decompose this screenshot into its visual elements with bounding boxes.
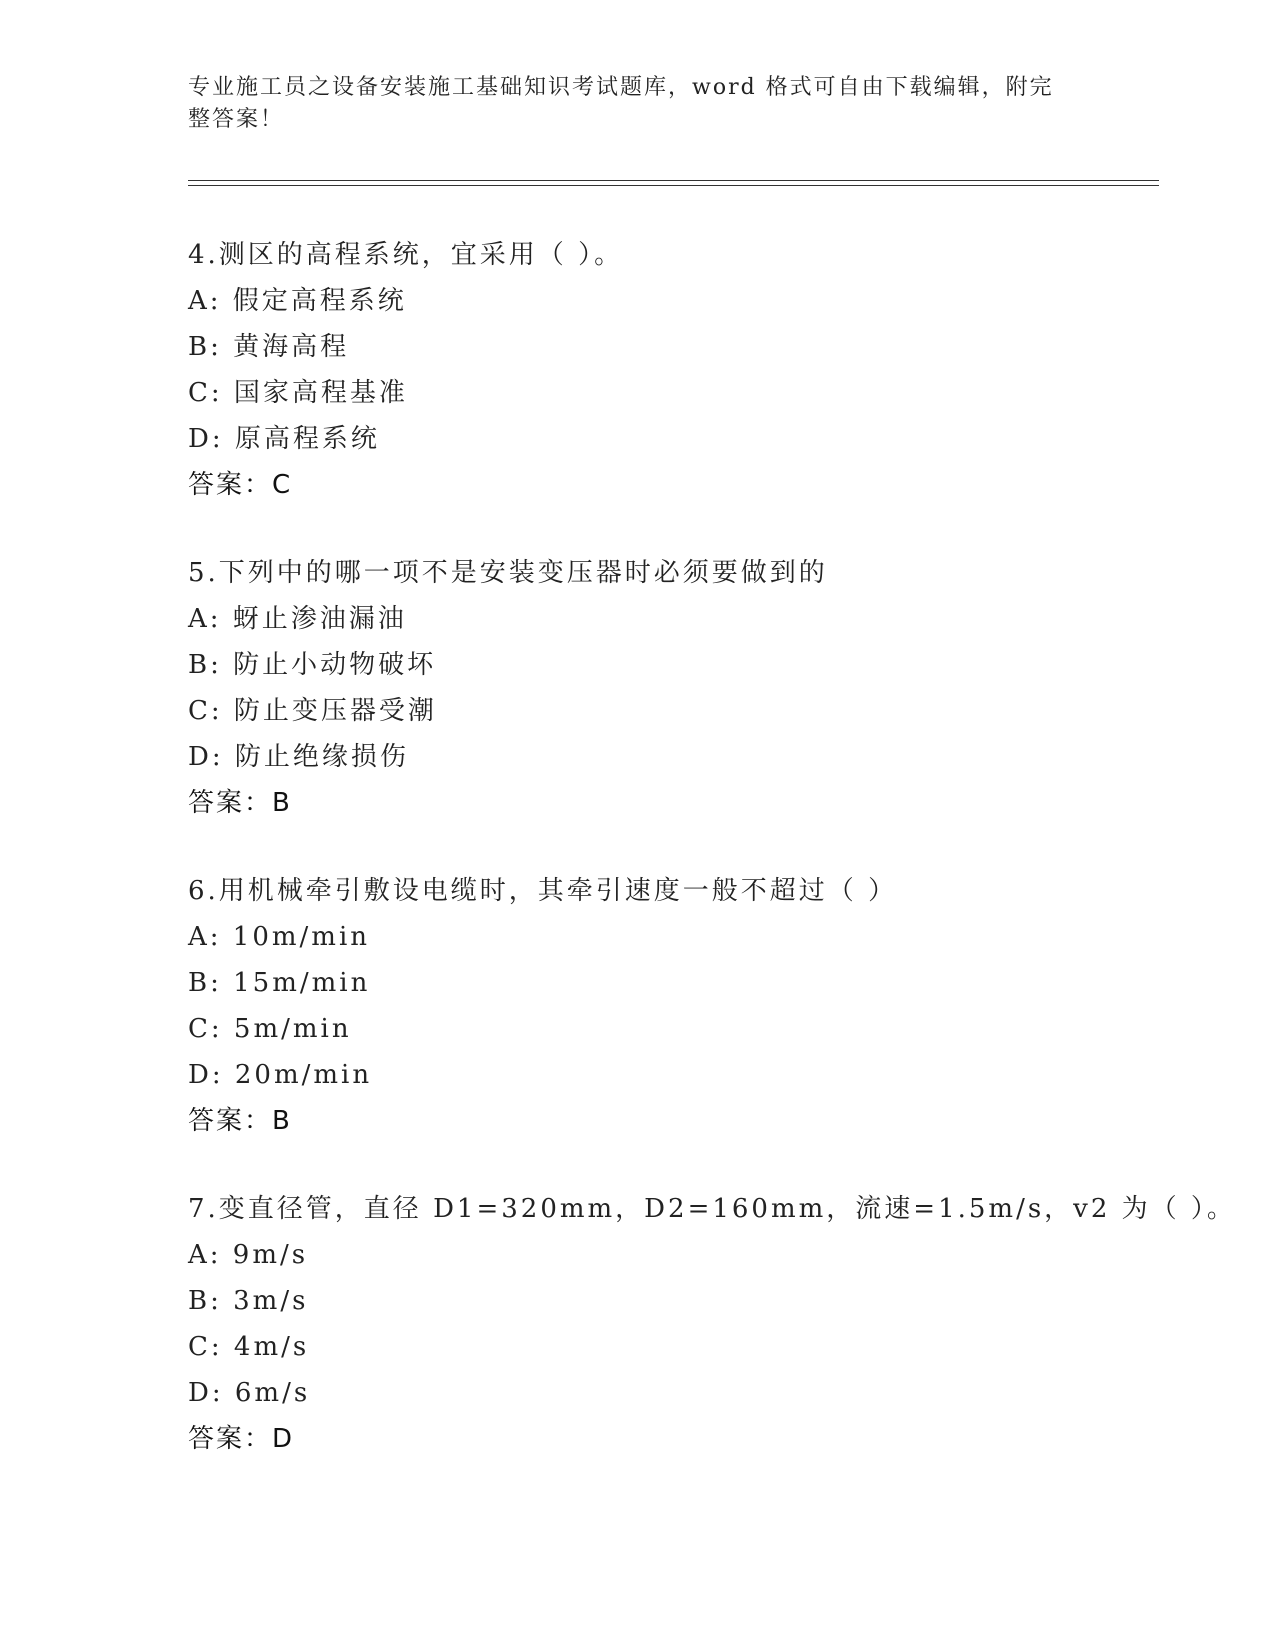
option-d: D: 原高程系统 — [188, 424, 380, 454]
option-b: B: 3m/s — [188, 1286, 309, 1316]
question-stem: 5.下列中的哪一项不是安装变压器时必须要做到的 — [188, 558, 828, 588]
header-divider-top — [188, 180, 1159, 181]
option-a: A: 蚜止渗油漏油 — [188, 604, 407, 634]
option-c: C: 4m/s — [188, 1332, 310, 1362]
question-stem: 4.测区的高程系统，宜采用（ ）。 — [188, 240, 624, 270]
answer-label: 答案：B — [188, 788, 292, 818]
question-block-6 — [188, 868, 1188, 1144]
question-stem: 7.变直径管，直径 D1=320mm，D2=160mm，流速=1.5m/s，v2 为（ ）。 — [188, 1194, 1236, 1224]
option-b: B: 防止小动物破坏 — [188, 650, 437, 680]
option-d: D: 6m/s — [188, 1378, 311, 1408]
option-c: C: 国家高程基准 — [188, 378, 408, 408]
answer-label: 答案：C — [188, 470, 293, 500]
option-a: A: 9m/s — [188, 1240, 309, 1270]
answer-label: 答案：D — [188, 1424, 295, 1454]
header-divider-bottom — [188, 185, 1159, 186]
option-c: C: 防止变压器受潮 — [188, 696, 437, 726]
option-a: A: 10m/min — [188, 922, 371, 952]
option-b: B: 15m/min — [188, 968, 371, 998]
option-c: C: 5m/min — [188, 1014, 352, 1044]
document-header: 专业施工员之设备安装施工基础知识考试题库，word 格式可自由下载编辑，附完整答案！ — [188, 75, 1054, 132]
option-d: D: 20m/min — [188, 1060, 373, 1090]
answer-label: 答案：B — [188, 1106, 292, 1136]
question-stem: 6.用机械牵引敷设电缆时，其牵引速度一般不超过（ ） — [188, 876, 898, 906]
option-a: A: 假定高程系统 — [188, 286, 407, 316]
question-block-7 — [188, 1186, 1236, 1462]
question-block-4 — [188, 232, 1188, 508]
option-d: D: 防止绝缘损伤 — [188, 742, 409, 772]
question-block-5 — [188, 550, 1188, 826]
option-b: B: 黄海高程 — [188, 332, 350, 362]
